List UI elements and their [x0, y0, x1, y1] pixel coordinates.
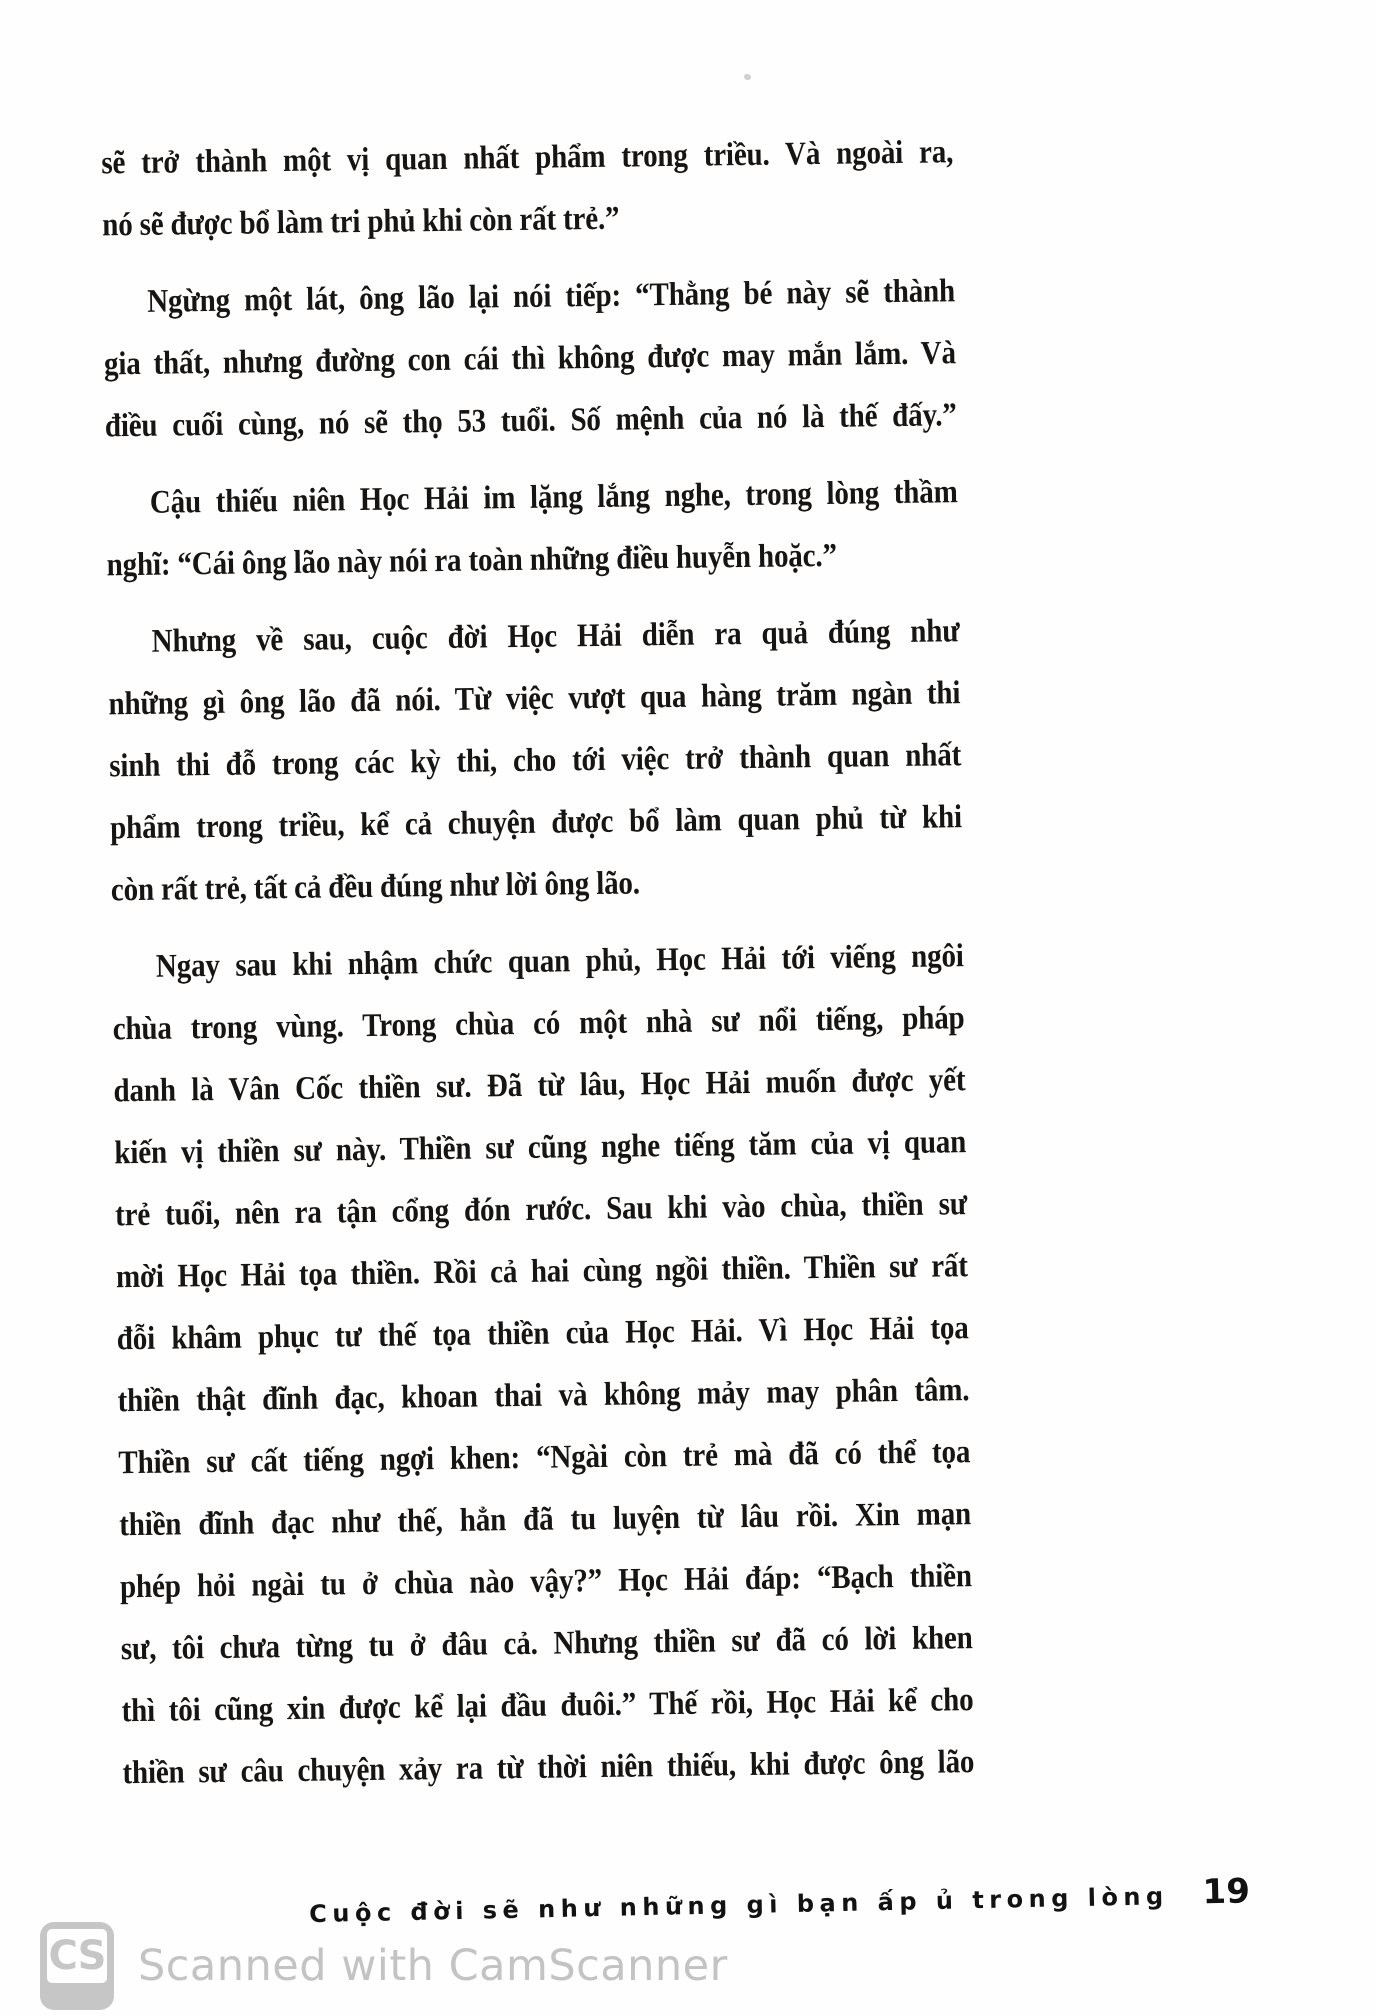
camscanner-logo-letters: CS [47, 1929, 107, 1983]
text-line: trẻ tuổi, nên ra tận cổng đón rước. Sau khi vào chùa, thiền sư [114, 1186, 968, 1234]
text-line: Cậu thiếu niên Học Hải im lặng lắng nghe, trong lòng thầm [149, 474, 958, 521]
running-title: Cuộc đời sẽ như những gì bạn ấp ủ trong lòng [308, 1882, 1169, 1929]
scan-artifact-speck [743, 73, 752, 81]
text-line: mời Học Hải tọa thiền. Rồi cả hai cùng ngồi thiền. Thiền sư rất [115, 1248, 968, 1296]
text-line: Ngừng một lát, ông lão lại nói tiếp: “Thằng bé này sẽ thành [146, 273, 956, 320]
camscanner-label: Scanned with CamScanner [138, 1941, 728, 1991]
text-line: thiền đĩnh đạc như thế, hẳn đã tu luyện từ lâu rồi. Xin mạn [118, 1496, 972, 1544]
text-line: còn rất trẻ, tất cả đều đúng như lời ông lão. [110, 865, 641, 909]
text-line: Thiền sư cất tiếng ngợi khen: “Ngài còn trẻ mà đã có thể tọa [118, 1434, 971, 1482]
text-line: thiền thật đĩnh đạc, khoan thai và không mảy may phân tâm. [117, 1372, 970, 1420]
paragraph [101, 120, 1071, 257]
text-line: sẽ trở thành một vị quan nhất phẩm trong triều. Và ngoài ra, [101, 134, 954, 182]
text-line: phép hỏi ngài tu ở chùa nào vậy?” Học Hải đáp: “Bạch thiền [119, 1558, 973, 1606]
text-line: nghĩ: “Cái ông lão này nói ra toàn những điều huyễn hoặc.” [106, 537, 838, 584]
text-line: Ngay sau khi nhậm chức quan phủ, Học Hải tới viếng ngôi [155, 938, 964, 985]
text-line: phẩm trong triều, kể cả chuyện được bổ làm quan phủ từ khi [109, 799, 963, 847]
text-line: chùa trong vùng. Trong chùa có một nhà sư nổi tiếng, pháp [112, 1000, 965, 1048]
paragraph [107, 599, 1079, 922]
paragraph [112, 924, 1091, 1805]
paragraph [105, 460, 1075, 597]
page-number: 19 [1202, 1871, 1251, 1913]
text-line: kiến vị thiền sư này. Thiền sư cũng nghe tiếng tăm của vị quan [114, 1124, 967, 1172]
page-body-text [101, 120, 1091, 1820]
text-line: điều cuối cùng, nó sẽ thọ 53 tuổi. Số mệnh của nó là thế đấy.” [104, 397, 957, 445]
text-line: thì tôi cũng xin được kể lại đầu đuôi.” Thế rồi, Học Hải kể cho [121, 1682, 974, 1730]
text-line: Nhưng về sau, cuộc đời Học Hải diễn ra quả đúng như [151, 613, 960, 660]
text-line: sư, tôi chưa từng tu ở đâu cả. Nhưng thiền sư đã có lời khen [120, 1620, 973, 1668]
text-line: sinh thi đỗ trong các kỳ thi, cho tới việc trở thành quan nhất [109, 737, 962, 785]
text-line: thiền sư câu chuyện xảy ra từ thời niên thiếu, khi được ông lão [122, 1744, 975, 1792]
camscanner-logo-icon [40, 1922, 114, 2010]
camscanner-watermark [40, 1922, 728, 2010]
paragraph [103, 259, 1073, 458]
text-line: gia thất, nhưng đường con cái thì không được may mắn lắm. Và [103, 335, 957, 383]
text-line: những gì ông lão đã nói. Từ việc vượt qua hàng trăm ngàn thi [108, 675, 961, 723]
text-line: nó sẽ được bổ làm tri phủ khi còn rất trẻ.” [101, 200, 620, 244]
text-line: danh là Vân Cốc thiền sư. Đã từ lâu, Học Hải muốn được yết [113, 1062, 966, 1110]
text-line: đỗi khâm phục tư thế tọa thiền của Học Hải. Vì Học Hải tọa [116, 1310, 969, 1358]
